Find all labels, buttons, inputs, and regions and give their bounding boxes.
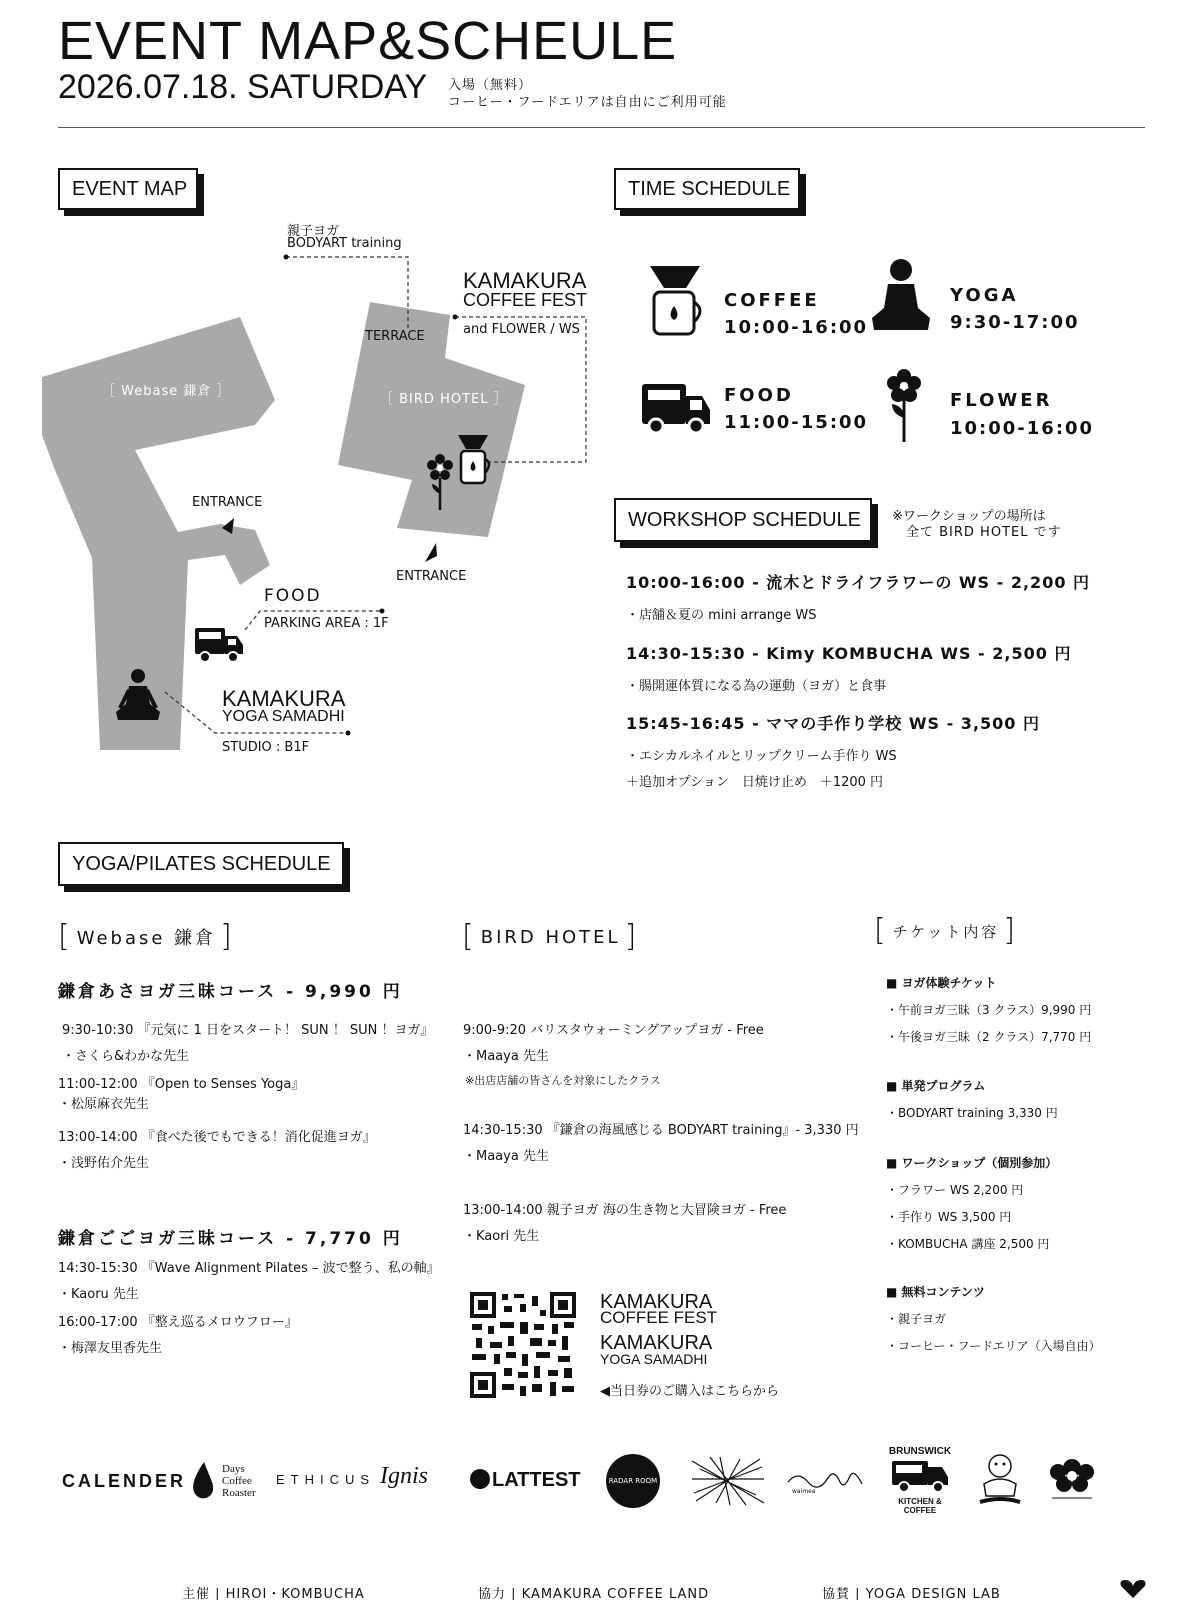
ticket-item: ・親子ヨガ bbox=[886, 1312, 947, 1326]
yoga-pose-icon bbox=[868, 258, 934, 336]
logo-flower-crest bbox=[1044, 1452, 1100, 1504]
flower-icon bbox=[882, 368, 926, 444]
ticket-group-free bbox=[886, 1283, 1101, 1354]
ticket-item: ・フラワー WS 2,200 円 bbox=[886, 1183, 1024, 1197]
ticket-item: ・BODYART training 3,330 円 bbox=[886, 1106, 1058, 1120]
ticket-group-single bbox=[886, 1077, 1058, 1121]
workshop-schedule-header: WORKSHOP SCHEDULE bbox=[614, 498, 872, 542]
workshop-option-3: ＋追加オプション 日焼け止め ＋1200 円 bbox=[626, 775, 884, 790]
logo-calender: CALENDER bbox=[62, 1471, 187, 1491]
time-value-yoga: 9:30-17:00 bbox=[950, 312, 1080, 333]
bird-class-2: 14:30-15:30 『鎌倉の海風感じる BODYART training』- 3,330 円 bbox=[463, 1123, 859, 1138]
webase-teacher-4: ・Kaoru 先生 bbox=[58, 1287, 139, 1302]
qr-label-kamakura-2: KAMAKURA bbox=[600, 1332, 713, 1354]
time-schedule-header: TIME SCHEDULE bbox=[614, 168, 800, 210]
ticket-item: ・コーヒー・フードエリア（入場自由） bbox=[886, 1339, 1101, 1353]
event-date: 2026.07.18. SATURDAY bbox=[58, 68, 428, 106]
brunswick-truck-icon bbox=[888, 1457, 952, 1493]
ticket-group-title: ■ 無料コンテンツ bbox=[886, 1285, 985, 1299]
logo-radar-room: RADAR ROOM bbox=[606, 1454, 660, 1508]
ticket-item: ・手作り WS 3,500 円 bbox=[886, 1210, 1012, 1224]
webase-column-head: [ Webase 鎌倉 ] bbox=[58, 919, 235, 954]
webase-class-3: 13:00-14:00 『食べた後でもできる！消化促進ヨガ』 bbox=[58, 1130, 376, 1145]
webase-class-4: 14:30-15:30 『Wave Alignment Pilates – 波で整う、私の軸』 bbox=[58, 1261, 440, 1276]
logo-brunswick: BRUNSWICK KITCHEN & COFFEE bbox=[888, 1446, 952, 1515]
bird-teacher-3: ・Kaori 先生 bbox=[463, 1229, 540, 1244]
ticket-group-yoga bbox=[886, 974, 1091, 1045]
food-label: FOOD bbox=[264, 586, 322, 606]
terrace-label: TERRACE bbox=[365, 329, 425, 344]
logo-abstract-lines bbox=[690, 1455, 766, 1507]
kamakura-coffee-label: KAMAKURA bbox=[463, 268, 587, 293]
time-value-flower: 10:00-16:00 bbox=[950, 418, 1095, 439]
qr-label-yoga-samadhi: YOGA SAMADHI bbox=[600, 1351, 708, 1367]
ticket-qr-code[interactable] bbox=[470, 1292, 576, 1398]
bird-hotel-column-head: [ BIRD HOTEL ] bbox=[462, 919, 640, 954]
header-divider bbox=[58, 127, 1145, 128]
qr-label-coffee-fest: COFFEE FEST bbox=[600, 1308, 718, 1327]
page-title: EVENT MAP&SCHEULE bbox=[58, 11, 678, 71]
coffee-dripper-icon bbox=[640, 260, 710, 340]
flower-ws-label: and FLOWER / WS bbox=[463, 322, 580, 337]
bird-teacher-1: ・Maaya 先生 bbox=[463, 1049, 549, 1064]
ticket-group-title: ■ ヨガ体験チケット bbox=[886, 976, 997, 990]
logo-ethicus: ETHICUS bbox=[276, 1472, 376, 1487]
time-label-food: FOOD bbox=[724, 385, 794, 406]
footer-organizer: 主催 | HIROI・KOMBUCHA bbox=[182, 1587, 365, 1600]
workshop-location-note-1: ※ワークショップの場所は bbox=[892, 509, 1046, 524]
ticket-item: ・KOMBUCHA 講座 2,500 円 bbox=[886, 1237, 1050, 1251]
bird-teacher-2: ・Maaya 先生 bbox=[463, 1149, 549, 1164]
oyako-yoga-label: 親子ヨガ bbox=[287, 224, 340, 239]
workshop-desc-1: ・店舗＆夏の mini arrange WS bbox=[626, 608, 817, 623]
yoga-samadhi-label: YOGA SAMADHI bbox=[222, 708, 345, 725]
food-truck-icon bbox=[195, 628, 243, 662]
parking-area-label: PARKING AREA : 1F bbox=[264, 616, 389, 631]
ticket-column-head: [ チケット内容 ] bbox=[874, 913, 1019, 948]
time-value-coffee: 10:00-16:00 bbox=[724, 317, 869, 338]
lattest-mark-icon bbox=[470, 1469, 490, 1489]
bird-class-1: 9:00-9:20 バリスタウォーミングアップヨガ - Free bbox=[463, 1023, 764, 1038]
webase-teacher-2: ・松原麻衣先生 bbox=[58, 1097, 150, 1112]
workshop-title-1: 10:00-16:00 - 流木とドライフラワーの WS - 2,200 円 bbox=[626, 573, 1091, 592]
time-value-food: 11:00-15:00 bbox=[724, 412, 869, 433]
heart-icon bbox=[1118, 1580, 1148, 1600]
time-label-yoga: YOGA bbox=[950, 285, 1019, 306]
ticket-group-title: ■ ワークショップ（個別参加） bbox=[886, 1156, 1058, 1170]
event-map-header: EVENT MAP bbox=[58, 168, 198, 210]
qr-purchase-cta[interactable]: ◀当日券のご購入はこちらから bbox=[600, 1384, 779, 1399]
admission-note: 入場（無料） bbox=[448, 78, 533, 93]
course-morning-title: 鎌倉あさヨガ三昧コース - 9,990 円 bbox=[58, 982, 403, 1002]
area-note: コーヒー・フードエリアは自由にご利用可能 bbox=[448, 95, 727, 110]
bodyart-training-label: BODYART training bbox=[287, 236, 402, 251]
kamakura-yoga-label: KAMAKURA bbox=[222, 686, 346, 711]
webase-teacher-5: ・梅澤友里香先生 bbox=[58, 1341, 163, 1356]
footer-cooperation: 協力 | KAMAKURA COFFEE LAND bbox=[478, 1587, 710, 1600]
entrance-label-webase: ENTRANCE bbox=[192, 495, 263, 510]
webase-teacher-1: ・さくら&わかな先生 bbox=[62, 1049, 190, 1064]
days-drop-icon bbox=[188, 1460, 222, 1500]
time-label-flower: FLOWER bbox=[950, 390, 1053, 411]
logo-waimea: waimea bbox=[786, 1462, 868, 1500]
yoga-pilates-header: YOGA/PILATES SCHEDULE bbox=[58, 842, 344, 886]
footer-sponsor: 協賛 | YOGA DESIGN LAB bbox=[822, 1587, 1001, 1600]
qr-label-kamakura-1: KAMAKURA bbox=[600, 1291, 713, 1313]
coffee-fest-label: COFFEE FEST bbox=[463, 290, 588, 310]
ticket-item: ・午前ヨガ三昧（3 クラス）9,990 円 bbox=[886, 1003, 1092, 1017]
webase-teacher-3: ・浅野佑介先生 bbox=[58, 1156, 150, 1171]
studio-label: STUDIO : B1F bbox=[222, 740, 310, 755]
logo-character-illustration bbox=[974, 1450, 1026, 1510]
workshop-location-note-2: 全て BIRD HOTEL です bbox=[906, 525, 1062, 540]
logo-days-coffee: Days Coffee Roaster bbox=[188, 1460, 222, 1504]
bird-class-1-note: ※出店店舗の皆さんを対象にしたクラス bbox=[465, 1074, 661, 1087]
workshop-desc-3: ・エシカルネイルとリップクリーム手作り WS bbox=[626, 749, 897, 764]
entrance-label-bird: ENTRANCE bbox=[396, 569, 467, 584]
webase-class-1: 9:30-10:30 『元気に 1 日をスタート！ SUN ！ SUN ！ヨガ』 bbox=[62, 1023, 434, 1038]
bird-class-3: 13:00-14:00 親子ヨガ 海の生き物と大冒険ヨガ - Free bbox=[463, 1203, 787, 1218]
ticket-group-workshop bbox=[886, 1154, 1057, 1252]
webase-map-label: ［ Webase 鎌倉 ］ bbox=[102, 384, 231, 399]
time-label-coffee: COFFEE bbox=[724, 290, 820, 311]
webase-class-2: 11:00-12:00 『Open to Senses Yoga』 bbox=[58, 1077, 305, 1092]
webase-class-5: 16:00-17:00 『整え巡るメロウフロー』 bbox=[58, 1315, 298, 1330]
logo-ignis: Ignis bbox=[380, 1463, 428, 1489]
course-afternoon-title: 鎌倉ごごヨガ三昧コース - 7,770 円 bbox=[58, 1229, 403, 1249]
workshop-desc-2: ・腸開運体質になる為の運動（ヨガ）と食事 bbox=[626, 679, 887, 694]
workshop-title-2: 14:30-15:30 - Kimy KOMBUCHA WS - 2,500 円 bbox=[626, 644, 1072, 663]
food-truck-icon bbox=[642, 380, 712, 436]
bird-hotel-map-label: ［ BIRD HOTEL ］ bbox=[380, 392, 508, 407]
workshop-title-3: 15:45-16:45 - ママの手作り学校 WS - 3,500 円 bbox=[626, 714, 1040, 733]
ticket-item: ・午後ヨガ三昧（2 クラス）7,770 円 bbox=[886, 1030, 1092, 1044]
ticket-group-title: ■ 単発プログラム bbox=[886, 1079, 986, 1093]
logo-lattest: LATTEST bbox=[470, 1469, 581, 1492]
